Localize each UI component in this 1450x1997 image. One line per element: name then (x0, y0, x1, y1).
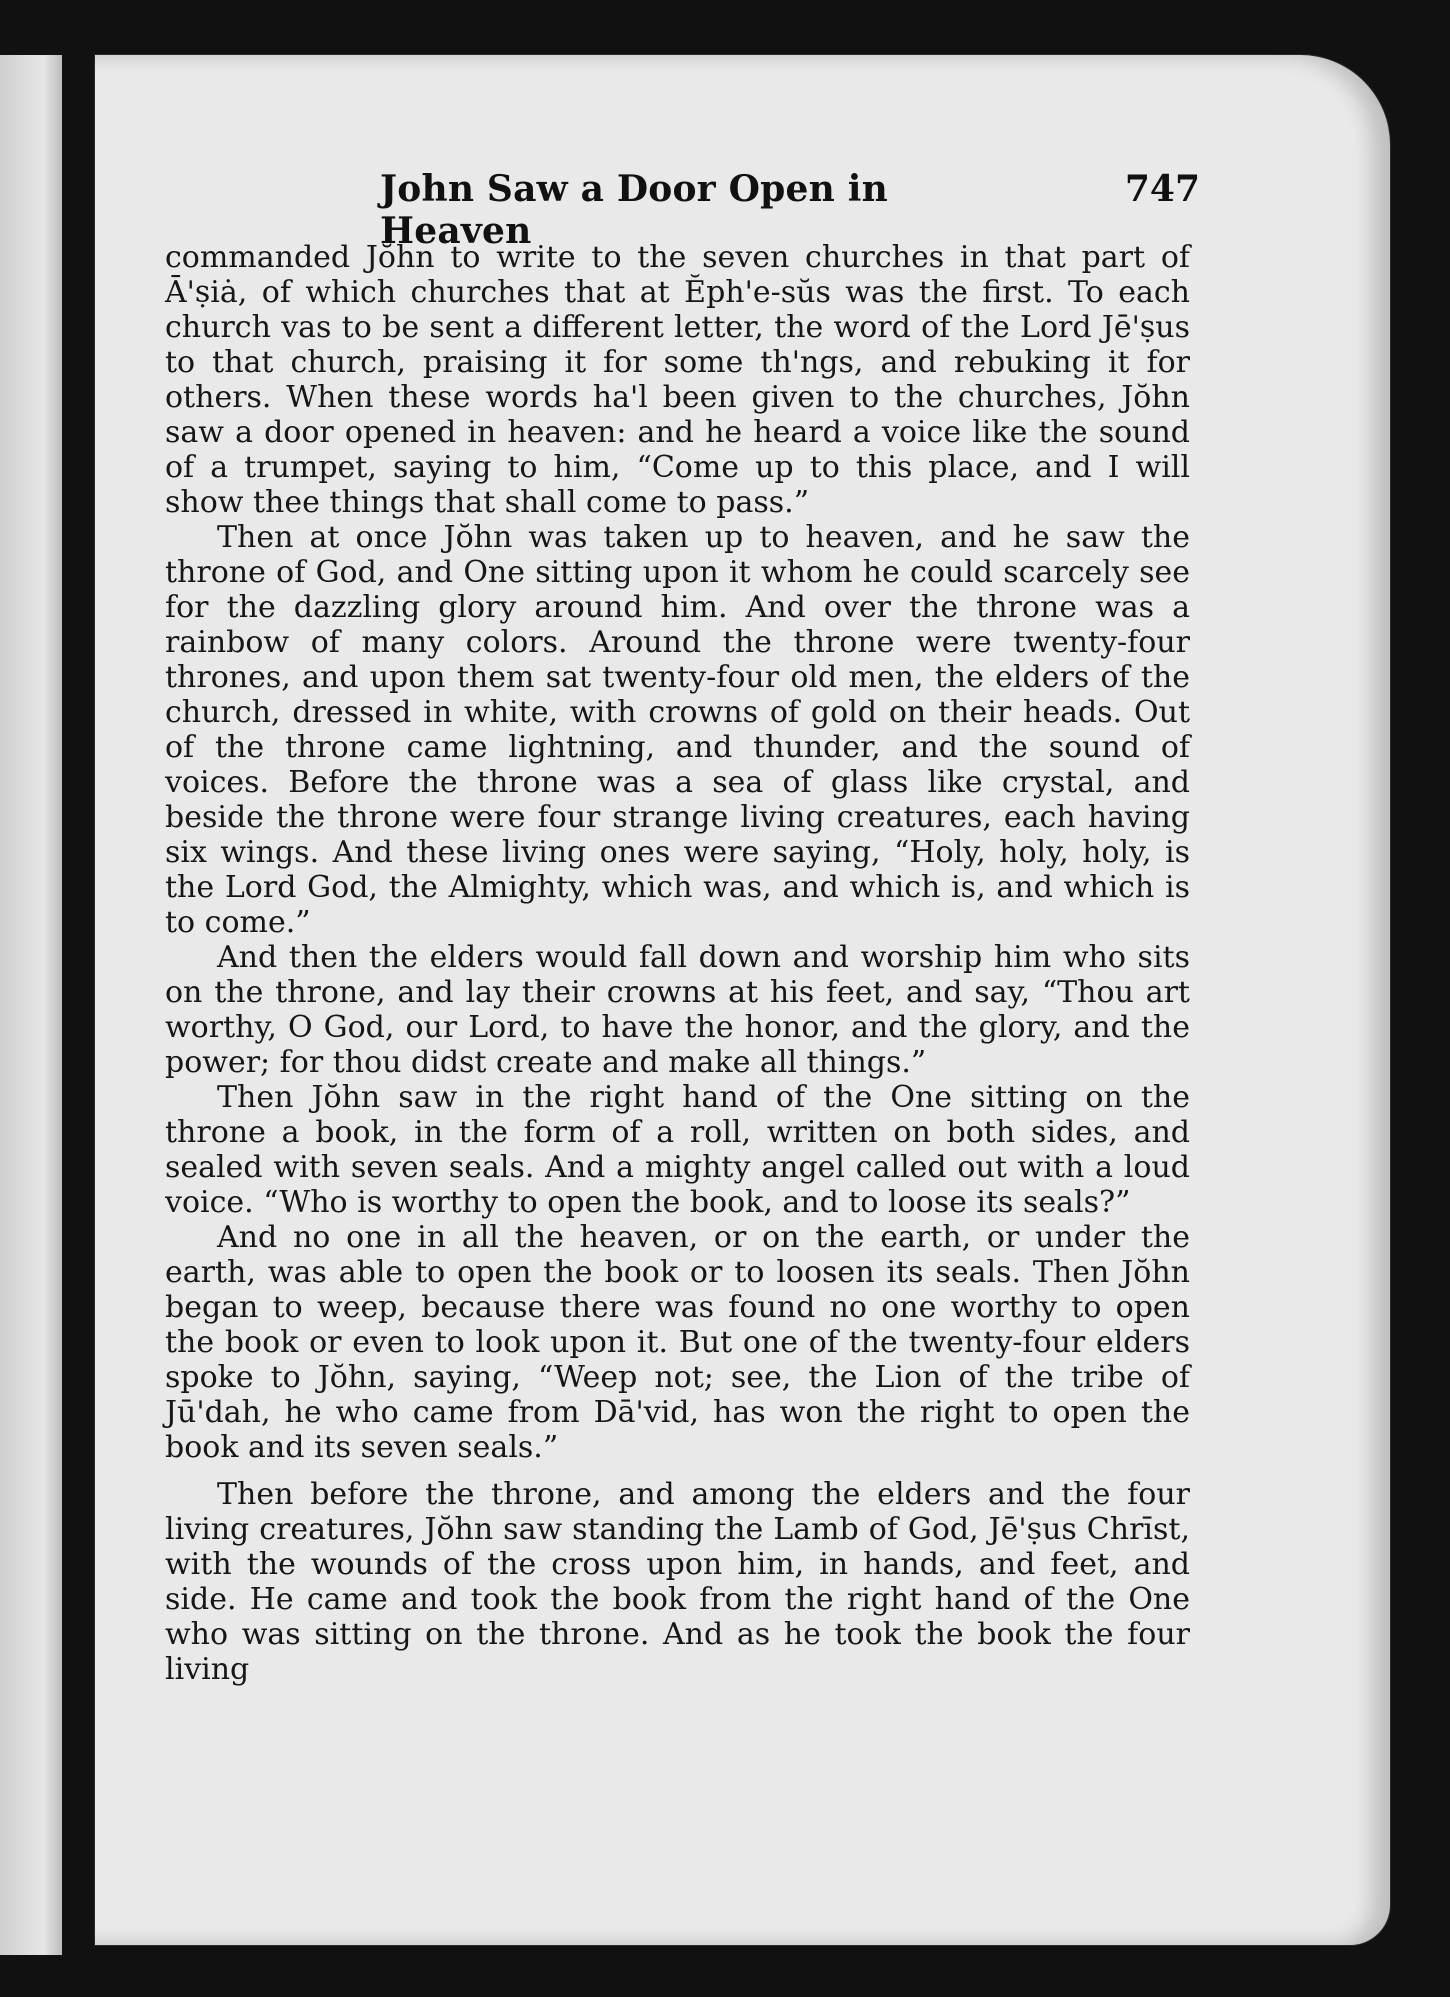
paragraph: Then before the throne, and among the elders and the four living creatures, Jŏhn saw standing the Lamb of God, Jē'ṣus Chrīst, with the wounds of the cross upon him, in hands, and feet, and side. He came and took the book from the right hand of the One who was sitting on the throne. And as he took the book the four living (165, 1477, 1190, 1687)
paragraph: commanded Jŏhn to write to the seven churches in that part of Ā'ṣiȧ, of which churches that at Ĕph'e-sŭs was the first. To each church vas to be sent a different letter, the word of the Lord Jē'ṣus to that church, praising it for some th'ngs, and rebuking it for others. When these words ha'l been given to the churches, Jŏhn saw a door opened in heaven: and he heard a voice like the sound of a trumpet, saying to him, “Come up to this place, and I will show thee things that shall come to pass.” (165, 240, 1190, 520)
adjacent-page-edge (0, 55, 62, 1955)
body-text (165, 240, 1190, 1687)
paragraph: And no one in all the heaven, or on the earth, or under the earth, was able to open the book or to loosen its seals. Then Jŏhn began to weep, because there was found no one worthy to open the book or even to look upon it. But one of the twenty-four elders spoke to Jŏhn, saying, “Weep not; see, the Lion of the tribe of Jū'dah, he who came from Dā'vid, has won the right to open the book and its seven seals.” (165, 1220, 1190, 1465)
running-title: John Saw a Door Open in Heaven (380, 168, 888, 252)
paragraph: Then Jŏhn saw in the right hand of the One sitting on the throne a book, in the form of a roll, written on both sides, and sealed with seven seals. And a mighty angel called out with a loud voice. “Who is worthy to open the book, and to loose its seals?” (165, 1080, 1190, 1220)
paragraph: And then the elders would fall down and worship him who sits on the throne, and lay their crowns at his feet, and say, “Thou art worthy, O God, our Lord, to have the honor, and the glory, and the power; for thou didst create and make all things.” (165, 940, 1190, 1080)
paragraph: Then at once Jŏhn was taken up to heaven, and he saw the throne of God, and One sitting upon it whom he could scarcely see for the dazzling glory around him. And over the throne was a rainbow of many colors. Around the throne were twenty-four thrones, and upon them sat twenty-four old men, the elders of the church, dressed in white, with crowns of gold on their heads. Out of the throne came lightning, and thunder, and the sound of voices. Before the throne was a sea of glass like crystal, and beside the throne were four strange living creatures, each having six wings. And these living ones were saying, “Holy, holy, holy, is the Lord God, the Almighty, which was, and which is, and which is to come.” (165, 520, 1190, 940)
page-number: 747 (1124, 168, 1200, 210)
